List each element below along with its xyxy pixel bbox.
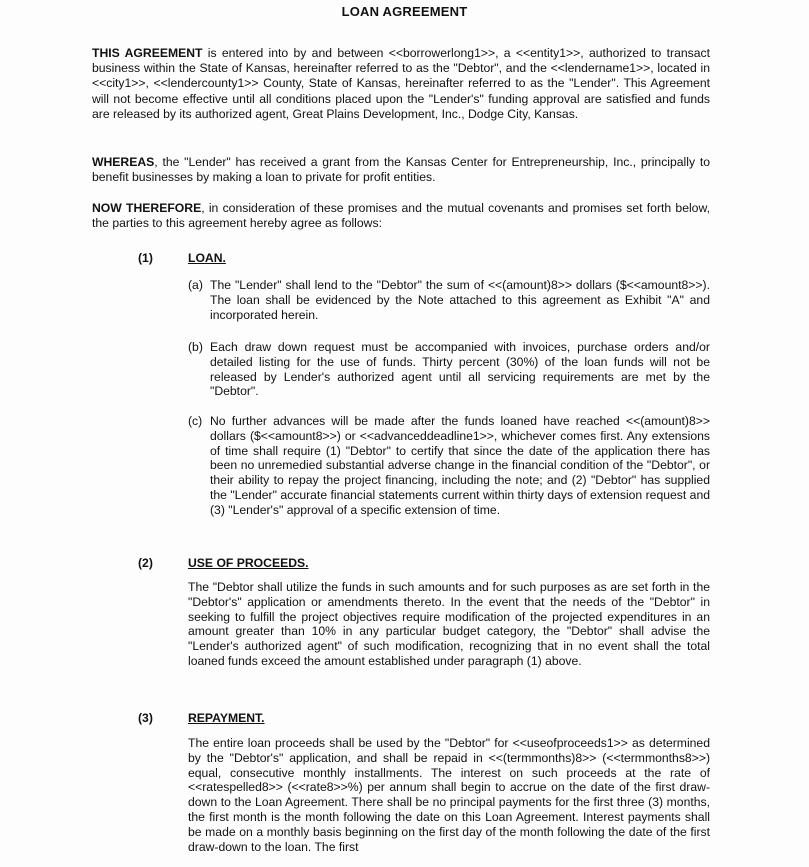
section-1-item-c-text: No further advances will be made after the funds loaned have reached <<(amount)8>> dollars ($<<amount8>>) or <<advanceddeadline1>>, whichever comes first. Any extensions of time shall require (1) "Debtor" to certify that since the date of the application there has been no unremedied substantial adverse change in the financial condition of the "Debtor", or their ability to repay the project financing, including the note; and (2) "Debtor" has supplied the "Lender" accurate financial statements current within thirty days of extension request and (3) "Lender's" approval of a specific extension of time. bbox=[210, 414, 710, 517]
intro-lead: THIS AGREEMENT bbox=[92, 46, 203, 60]
section-3-title: REPAYMENT. bbox=[188, 711, 265, 725]
section-1-item-a-letter: (a) bbox=[188, 278, 203, 292]
whereas-paragraph bbox=[92, 155, 710, 185]
section-1-item-b-text: Each draw down request must be accompanied with invoices, purchase orders and/or detailed listing for the use of funds. Thirty percent (30%) of the loan funds will not be released by Lender's authorized agent until all servicing requirements are met by the "Debtor". bbox=[210, 340, 710, 399]
now-therefore-paragraph bbox=[92, 201, 710, 231]
section-1-item-c-letter: (c) bbox=[188, 414, 203, 428]
section-1-number: (1) bbox=[138, 251, 153, 265]
section-3-body: The entire loan proceeds shall be used by the "Debtor" for <<useofproceeds1>> as determined by the "Debtor's" application, and shall be repaid in <<(termmonths)8>> (<<termmonths8>>) equal, consecutive monthly installments. The interest on such proceeds at the rate of <<ratespelled8>> (<<rate8>>%) per annum shall begin to accrue on the date of the first draw-down to the Loan Agreement. There shall be no principal payments for the first three (3) months, the first month is the month following the date on this Loan Agreement. Interest payments shall be made on a monthly basis beginning on the first day of the month following the date of the first draw-down to the loan. The first bbox=[188, 736, 710, 854]
now-therefore-text: , in consideration of these promises and the mutual covenants and promises set forth below, the parties to this agreement hereby agree as follows: bbox=[92, 201, 710, 231]
intro-paragraph bbox=[92, 46, 710, 122]
whereas-text: , the "Lender" has received a grant from the Kansas Center for Entrepreneurship, Inc., principally to benefit businesses by making a loan to private for profit entities. bbox=[92, 155, 710, 185]
intro-text: is entered into by and between <<borrowerlong1>>, a <<entity1>>, authorized to transact business within the State of Kansas, hereinafter referred to as the "Debtor", and the <<lendername1>>, located in <<city1>>, <<lendercounty1>> County, State of Kansas, hereinafter referred to as the "Lender". This Agreement will not become effective until all conditions placed upon the "Lender's" funding approval are satisfied and funds are released by its authorized agent, Great Plains Development, Inc., Dodge City, Kansas. bbox=[92, 46, 710, 121]
section-1-item-a-text: The "Lender" shall lend to the "Debtor" the sum of <<(amount)8>> dollars ($<<amount8>>). The loan shall be evidenced by the Note attached to this agreement as Exhibit "A" and incorporated herein. bbox=[210, 278, 710, 322]
whereas-lead: WHEREAS bbox=[92, 155, 155, 169]
section-2-title: USE OF PROCEEDS. bbox=[188, 556, 309, 570]
section-1-title: LOAN. bbox=[188, 251, 226, 265]
document-title: LOAN AGREEMENT bbox=[341, 4, 468, 19]
section-3-number: (3) bbox=[138, 711, 153, 725]
now-therefore-lead: NOW THEREFORE bbox=[92, 201, 202, 215]
section-1-item-b-letter: (b) bbox=[188, 340, 203, 354]
section-2-number: (2) bbox=[138, 556, 153, 570]
section-2-body: The "Debtor shall utilize the funds in such amounts and for such purposes as are set forth in the "Debtor's" application or amendments thereto. In the event that the needs of the "Debtor" in seeking to fulfill the project objectives require modification of the projected expenditures in an amount greater than 10% in any particular budget category, the "Debtor" shall advise the "Lender's authorized agent" of such modification, recognizing that in no event shall the total loaned funds exceed the amount established under paragraph (1) above. bbox=[188, 580, 710, 668]
